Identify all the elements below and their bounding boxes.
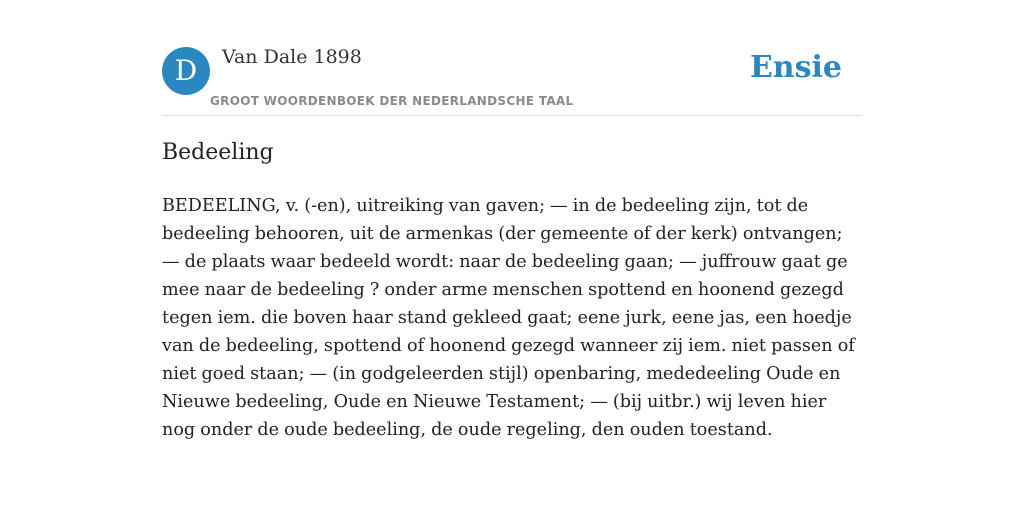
page-title: Bedeeling xyxy=(162,140,274,165)
source-avatar: D xyxy=(162,47,210,95)
definition-text: BEDEELING, v. (-en), uitreiking van gaven; — in de bedeeling zijn, tot de bedeeling behooren, uit de armenkas (der gemeente of der kerk) ontvangen; — de plaats waar bedeeld wordt: naar de bedeeling gaan; — juffrouw gaat ge mee naar de bedeeling ? onder arme menschen spottend en hoonend gezegd tegen iem. die boven haar stand gekleed gaat; eene jurk, eene jas, een hoedje van de bedeeling, spottend of hoonend gezegd wanneer zij iem. niet passen of niet goed staan; — (in godgeleerden stijl) openbaring, mededeeling Oude en Nieuwe bedeeling, Oude en Nieuwe Testament; — (bij uitbr.) wij leven hier nog onder de oude bedeeling, de oude regeling, den ouden toestand. xyxy=(162,196,855,440)
source-header xyxy=(162,44,862,116)
ensie-logo[interactable]: Ensie xyxy=(749,50,842,85)
source-title[interactable]: Van Dale 1898 xyxy=(222,46,362,68)
source-subtitle: GROOT WOORDENBOEK DER NEDERLANDSCHE TAAL xyxy=(210,94,574,108)
header-divider xyxy=(162,115,862,116)
